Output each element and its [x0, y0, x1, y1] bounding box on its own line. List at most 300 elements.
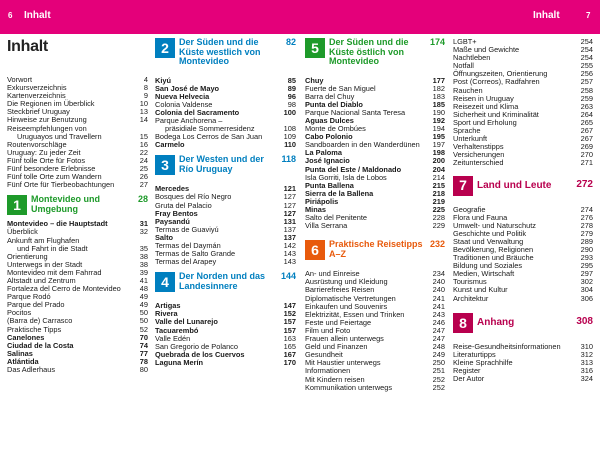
toc-entry[interactable] [155, 258, 296, 266]
toc-entry-page: 70 [139, 332, 148, 342]
toc-entry-page: 49 [139, 300, 148, 310]
toc-entry-page: 229 [432, 221, 445, 231]
toc-entry-page: 192 [432, 115, 445, 125]
toc-entry-page: 35 [139, 243, 148, 253]
toc-entry-page: 157 [283, 325, 296, 335]
section-4-heading[interactable] [155, 272, 296, 292]
toc-entry-page: 74 [139, 340, 148, 350]
toc-entry-title: Verhaltenstipps [453, 142, 504, 152]
toc-entry-page: 121 [283, 184, 296, 194]
toc-entry-page: 228 [432, 213, 445, 223]
toc-entry-title: Sprache [453, 126, 481, 136]
toc-entry[interactable] [453, 54, 593, 62]
toc-entry-title: Vorwort [7, 75, 33, 84]
toc-entry-page: 313 [580, 357, 593, 367]
section-2-page: 82 [285, 37, 296, 47]
toc-entry-title: Ausrüstung und Kleidung [305, 277, 388, 287]
toc-entry-title: Paysandú [155, 216, 190, 226]
toc-entry-title: Zeitunterschied [453, 158, 504, 168]
toc-entry-title: Minas [305, 205, 326, 214]
toc-entry-title: Reiseempfehlungen von [7, 123, 87, 133]
toc-entry-page: 295 [580, 261, 593, 271]
toc-entry-title: Öffnungszeiten, Orientierung [453, 69, 548, 79]
toc-entry-page: 22 [139, 147, 148, 157]
toc-entry-title: Kleine Sprachhilfe [453, 357, 513, 367]
toc-entry-title: Bosques del Río Negro [155, 192, 232, 202]
toc-entry-title: Der Autor [453, 374, 485, 383]
page-title: Inhalt [7, 38, 48, 55]
toc-entry-page: 255 [580, 61, 593, 71]
toc-entry-page: 247 [432, 325, 445, 335]
toc-entry-title: Diplomatische Vertretungen [305, 293, 396, 303]
toc-entry-title: Valle Edén [155, 333, 191, 343]
toc-entry-title: Aguas Dulces [305, 115, 354, 125]
toc-entry-title: Kommunikation unterwegs [305, 382, 393, 392]
section-5-page: 174 [429, 37, 445, 47]
section-7-number: 7 [453, 176, 473, 196]
toc-entry-title: Cabo Polonio [305, 132, 353, 142]
toc-entry[interactable] [155, 141, 296, 149]
toc-entry-page: 49 [139, 292, 148, 302]
toc-entry-title: Bildung und Soziales [453, 261, 523, 271]
section-1-title: Montevideo und Umgebung [31, 194, 100, 214]
toc-entry-title: Kiyú [155, 75, 172, 85]
section-5-title: Der Süden und die Küste östlich von Montevideo [329, 37, 409, 66]
toc-entry-title: Fünf tolle Orte zum Wandern [7, 172, 102, 182]
section-6-list [305, 270, 445, 391]
toc-entry-title: Valle del Lunarejo [155, 317, 218, 327]
section-1-heading[interactable] [7, 195, 148, 215]
toc-entry-title: Architektur [453, 293, 489, 303]
section-8-page: 308 [576, 315, 593, 327]
toc-entry-page: 183 [432, 91, 445, 101]
toc-entry-title: Termas de Guaviyú [155, 224, 219, 234]
toc-entry-page: 304 [580, 285, 593, 295]
toc-entry-page: 241 [432, 293, 445, 303]
toc-entry-title: Reise-Gesundheitsinformationen [453, 341, 561, 351]
toc-entry-page: 234 [432, 269, 445, 279]
toc-entry-page: 254 [580, 37, 593, 46]
toc-entry-page: 263 [580, 101, 593, 111]
toc-entry-page: 312 [580, 349, 593, 359]
toc-entry-title: Quebrada de los Cuervos [155, 349, 245, 359]
toc-entry-page: 4 [143, 75, 148, 84]
left-running-head: Inhalt [24, 10, 51, 21]
toc-entry-title: Altstadt und Zentrum [7, 275, 76, 285]
section-8-list [453, 343, 593, 383]
toc-entry-page: 247 [432, 334, 445, 344]
toc-entry-page: 52 [139, 324, 148, 334]
toc-entry-page: 276 [580, 212, 593, 222]
toc-entry-title: Routenvorschläge [7, 139, 67, 149]
toc-entry-title: Maße und Gewichte [453, 45, 520, 55]
toc-entry-page: 38 [139, 259, 148, 269]
toc-entry-title: Punta del Este / Maldonado [305, 164, 402, 174]
toc-entry-title: Geschichte und Politik [453, 228, 527, 238]
section-2-heading[interactable] [155, 38, 296, 67]
toc-entry-title: Salto del Penitente [305, 213, 368, 223]
section-5-list [305, 77, 445, 231]
toc-entry-title: José Ignacio [305, 156, 350, 166]
toc-entry-page: 252 [432, 374, 445, 384]
toc-entry-page: 271 [580, 158, 593, 168]
toc-entry-page: 127 [283, 200, 296, 210]
toc-entry-page: 256 [580, 69, 593, 79]
toc-entry-title: Bodega Los Cerros de San Juan [155, 132, 263, 142]
toc-entry-title: Flora und Fauna [453, 212, 508, 222]
toc-entry-title: Register [453, 365, 481, 375]
toc-entry-page: 110 [284, 140, 296, 150]
section-6-title: Praktische Reisetipps A–Z [329, 239, 423, 259]
toc-entry-page: 251 [432, 366, 445, 376]
toc-column-4 [453, 38, 593, 383]
toc-entry-page: 32 [139, 227, 148, 237]
toc-entry-page: 306 [580, 293, 593, 303]
toc-entry-title: Feste und Feiertage [305, 317, 372, 327]
toc-entry-title: Termas del Daymán [155, 241, 221, 250]
toc-entry[interactable] [453, 295, 593, 303]
toc-entry-page: 50 [139, 316, 148, 326]
toc-entry-page: 50 [139, 308, 148, 318]
toc-entry-page: 240 [432, 285, 445, 295]
toc-entry-page: 9 [143, 91, 148, 101]
toc-entry-title: Barrierefreies Reisen [305, 285, 375, 295]
toc-entry-page: 85 [287, 75, 296, 85]
toc-entry[interactable] [453, 159, 593, 167]
toc-entry-title: Sicherheit und Kriminalität [453, 109, 539, 119]
toc-entry-title: Medien, Wirtschaft [453, 269, 515, 279]
toc-entry-page: 10 [139, 99, 148, 109]
toc-entry-title: Film und Foto [305, 325, 351, 335]
toc-entry-page: 108 [283, 124, 296, 134]
toc-entry-title: Gruta del Palacio [155, 200, 212, 210]
toc-entry-title: Termas de Salto Grande [155, 249, 236, 259]
section-4-title: Der Norden und das Landesinnere [179, 271, 266, 291]
section-8-heading[interactable] [453, 313, 593, 333]
toc-entry-page: 89 [287, 83, 296, 93]
toc-entry-page: 98 [287, 99, 296, 109]
toc-entry-title: Geografie [453, 204, 486, 214]
toc-entry-page: 24 [139, 155, 148, 165]
toc-entry-page: 143 [283, 249, 296, 259]
toc-entry-title: Unterwegs in der Stadt [7, 259, 83, 269]
toc-entry-page: 258 [580, 85, 593, 95]
toc-entry-page: 243 [432, 309, 445, 319]
toc-entry-page: 15 [139, 131, 148, 141]
toc-entry-page: 127 [283, 208, 296, 218]
toc-entry-page: 265 [580, 117, 593, 127]
toc-entry-page: 137 [283, 232, 296, 242]
toc-column-3 [305, 38, 445, 392]
toc-entry-title: Das Adlerhaus [7, 365, 56, 374]
toc-entry-page: 177 [432, 75, 445, 85]
toc-entry-title: LGBT+ [453, 37, 477, 46]
toc-entry-title: Unterkunft [453, 134, 488, 144]
toc-entry-title: Informationen [305, 366, 351, 376]
section-4-list [155, 302, 296, 367]
section-1-list [7, 220, 148, 374]
toc-entry-title: Tacuarembó [155, 325, 199, 335]
toc-entry-title: Parque Rodó [7, 292, 51, 302]
toc-entry-title: Ankunft am Flughafen [7, 235, 80, 245]
section-3-title: Der Westen und der Río Uruguay [179, 154, 264, 174]
section-4-page: 144 [280, 271, 296, 282]
toc-entry-page: 259 [580, 93, 593, 103]
section-7-page: 272 [576, 178, 593, 190]
toc-entry-title: Mit Haustier unterwegs [305, 358, 381, 368]
toc-entry-page: 16 [139, 139, 148, 149]
toc-entry-page: 157 [283, 317, 296, 327]
toc-entry-page: 190 [432, 107, 445, 117]
toc-entry-page: 274 [580, 204, 593, 214]
toc-entry-page: 152 [283, 309, 296, 319]
toc-entry-title: und Fahrt in die Stadt [17, 243, 88, 253]
toc-entry-page: 289 [580, 236, 593, 246]
toc-entry-title: Canelones [7, 332, 45, 342]
toc-entry-page: 109 [283, 132, 296, 142]
toc-entry-title: Rauchen [453, 85, 483, 95]
toc-entry-title: Fünf tolle Orte für Fotos [7, 155, 86, 165]
toc-entry-page: 77 [139, 348, 148, 358]
toc-entry-title: Exkursverzeichnis [7, 83, 67, 93]
toc-entry-title: (Barra de) Carrasco [7, 316, 73, 326]
toc-entry-title: Ciudad de la Costa [7, 340, 74, 350]
toc-entry-title: Fuerte de San Miguel [305, 83, 376, 93]
toc-entry-page: 250 [432, 358, 445, 368]
intro-list [7, 76, 148, 189]
toc-entry-page: 214 [432, 172, 445, 182]
toc-entry-title: San José de Mayo [155, 83, 220, 93]
section-2-number: 2 [155, 38, 175, 58]
toc-entry-title: Fortaleza del Cerro de Montevideo [7, 284, 121, 294]
toc-entry[interactable] [7, 366, 148, 374]
toc-column-2 [155, 38, 296, 367]
toc-entry-title: Atlántida [7, 356, 39, 366]
section-8-title: Anhang [477, 316, 515, 328]
section-1-number: 1 [7, 195, 27, 215]
toc-entry-title: Montevideo mit dem Fahrrad [7, 267, 102, 277]
section-7-title: Land und Leute [477, 179, 552, 191]
toc-entry[interactable] [305, 384, 445, 392]
toc-entry-title: Sport und Erholung [453, 117, 517, 127]
toc-entry-title: San Gregorio de Polanco [155, 341, 238, 351]
section-6-page: 232 [429, 239, 445, 250]
toc-entry-title: Uruguayos und Travellern [17, 131, 102, 141]
toc-entry-page: 267 [580, 134, 593, 144]
toc-entry-title: Mit Kindern reisen [305, 374, 365, 384]
toc-entry-page: 267 [580, 126, 593, 136]
toc-entry-page: 25 [139, 164, 148, 174]
toc-entry-title: Fünf Orte für Tierbeobachtungen [7, 180, 115, 190]
toc-entry-title: Staat und Verwaltung [453, 236, 524, 246]
toc-entry-page: 198 [432, 148, 445, 158]
toc-entry-page: 163 [283, 333, 296, 343]
section-3-page: 118 [281, 154, 296, 165]
toc-entry-title: präsidiale Sommerresidenz [165, 124, 255, 134]
toc-entry-title: Monte de Ombúes [305, 124, 366, 134]
section-7-heading[interactable] [453, 176, 593, 196]
toc-entry-page: 27 [139, 180, 148, 190]
toc-entry-page: 170 [283, 357, 296, 367]
toc-entry-title: Punta del Diablo [305, 99, 363, 109]
toc-entry-page: 143 [283, 257, 296, 267]
toc-entry-page: 297 [580, 269, 593, 279]
toc-entry-title: Orientierung [7, 251, 48, 261]
toc-entry-page: 246 [432, 317, 445, 327]
toc-entry-title: Tourismus [453, 277, 487, 287]
toc-entry-title: Colonia Valdense [155, 99, 213, 109]
section-6-heading[interactable] [305, 240, 445, 260]
section-3-number: 3 [155, 155, 175, 175]
toc-entry-page: 264 [580, 109, 593, 119]
toc-entry-title: Artigas [155, 301, 181, 311]
toc-entry-title: Kunst und Kultur [453, 285, 508, 295]
toc-entry-page: 100 [283, 107, 296, 117]
toc-entry-title: Fray Bentos [155, 208, 198, 218]
section-1-page: 28 [137, 194, 148, 205]
toc-entry[interactable] [155, 226, 296, 234]
toc-entry-page: 269 [580, 142, 593, 152]
toc-entry-page: 96 [287, 91, 296, 101]
toc-entry-title: Fünf besondere Erlebnisse [7, 164, 96, 174]
toc-entry-page: 252 [432, 382, 445, 392]
toc-entry-title: Isla Gorriti, Isla de Lobos [305, 172, 387, 182]
toc-entry-page: 219 [432, 196, 445, 206]
toc-entry-title: Literaturtipps [453, 349, 496, 359]
toc-entry-page: 248 [432, 342, 445, 352]
toc-entry-title: Nueva Helvecia [155, 91, 210, 101]
toc-entry-page: 241 [432, 301, 445, 311]
toc-entry-page: 254 [580, 45, 593, 55]
toc-entry-title: Salto [155, 232, 174, 242]
toc-entry-title: Praktische Tipps [7, 324, 62, 334]
right-running-head: Inhalt [533, 10, 560, 21]
toc-entry-page: 290 [580, 244, 593, 254]
toc-entry[interactable] [7, 181, 148, 189]
toc-entry-title: Sierra de la Ballena [305, 188, 374, 198]
toc-entry-title: Traditionen und Bräuche [453, 253, 534, 263]
toc-entry-title: Salinas [7, 348, 33, 358]
toc-entry-title: Villa Serrana [305, 221, 348, 231]
toc-entry-page: 278 [580, 220, 593, 230]
toc-entry[interactable] [453, 375, 593, 383]
toc-entry-page: 14 [139, 115, 148, 125]
toc-entry-title: Bevölkerung, Religionen [453, 244, 534, 254]
toc-entry-page: 240 [432, 277, 445, 287]
toc-entry-title: Einkaufen und Souvenirs [305, 301, 388, 311]
toc-entry-page: 185 [432, 99, 445, 109]
toc-entry-page: 200 [432, 156, 445, 166]
toc-entry-title: Mercedes [155, 184, 190, 194]
toc-entry-title: Frauen allein unterwegs [305, 334, 384, 344]
toc-entry-title: Reisen in Uruguay [453, 93, 514, 103]
toc-entry-page: 31 [139, 219, 148, 229]
toc-entry-page: 316 [580, 365, 593, 375]
continued-list [453, 38, 593, 168]
toc-entry-title: Reisezeit und Klima [453, 101, 519, 111]
toc-entry-title: Elektrizität, Essen und Trinken [305, 309, 405, 319]
section-8-number: 8 [453, 313, 473, 333]
toc-entry-page: 80 [139, 365, 148, 374]
toc-entry[interactable] [155, 359, 296, 367]
toc-entry-title: Chuy [305, 75, 324, 85]
section-5-heading[interactable] [305, 38, 445, 67]
toc-entry-page: 195 [432, 132, 445, 142]
toc-entry-page: 48 [139, 284, 148, 294]
toc-entry-page: 324 [580, 374, 593, 383]
toc-entry-page: 38 [139, 251, 148, 261]
toc-entry-title: Geld und Finanzen [305, 342, 368, 352]
toc-entry-title: Kartenverzeichnis [7, 91, 66, 101]
toc-entry-title: Notfall [453, 61, 474, 71]
toc-entry-title: Parque Anchorena – [155, 115, 223, 125]
toc-entry-title: Rivera [155, 309, 178, 319]
right-header-bar [300, 0, 600, 34]
toc-entry-page: 302 [580, 277, 593, 287]
toc-entry-title: Sandboarden in den Wanderdünen [305, 140, 420, 150]
toc-entry-title: Laguna Merín [155, 357, 204, 367]
toc-entry-title: Pocitos [7, 308, 32, 318]
section-2-list [155, 77, 296, 150]
toc-entry-page: 39 [139, 267, 148, 277]
toc-entry-title: Termas del Arapey [155, 257, 217, 267]
left-page-number: 6 [8, 11, 13, 20]
toc-entry-page: 182 [432, 83, 445, 93]
section-5-number: 5 [305, 38, 325, 58]
toc-entry-page: 310 [580, 341, 593, 351]
toc-entry-page: 167 [283, 349, 296, 359]
section-3-list [155, 185, 296, 266]
toc-entry-page: 127 [283, 192, 296, 202]
toc-entry[interactable] [305, 198, 445, 206]
right-page-number: 7 [586, 11, 591, 20]
toc-entry-page: 8 [143, 83, 148, 93]
section-6-number: 6 [305, 240, 325, 260]
section-7-list [453, 206, 593, 303]
toc-entry-page: 41 [139, 275, 148, 285]
toc-entry-title: Colonia del Sacramento [155, 107, 240, 117]
toc-entry-title: Montevideo – die Hauptstadt [7, 219, 108, 229]
toc-entry-title: Piriápolis [305, 196, 339, 206]
toc-entry-page: 197 [432, 140, 445, 150]
section-3-heading[interactable] [155, 155, 296, 175]
toc-entry-title: Die Regionen im Überblick [7, 99, 95, 109]
toc-entry-page: 257 [580, 77, 593, 87]
toc-entry-page: 270 [580, 150, 593, 160]
toc-entry-page: 215 [432, 180, 445, 190]
left-header-bar [0, 0, 300, 34]
toc-entry-page: 204 [432, 164, 445, 174]
toc-entry-page: 225 [432, 205, 445, 214]
toc-entry-title: Punta Ballena [305, 180, 354, 190]
toc-entry[interactable] [305, 222, 445, 230]
toc-entry-title: Hinweise zur Benutzung [7, 115, 87, 125]
toc-entry-title: Gesundheit [305, 350, 343, 360]
toc-entry-title: Carmelo [155, 140, 185, 150]
toc-entry-title: Umwelt- und Naturschutz [453, 220, 536, 230]
toc-entry-page: 26 [139, 172, 148, 182]
section-2-title: Der Süden und die Küste westlich von Montevideo [179, 37, 261, 66]
toc-entry-title: Post (Correos), Radfahren [453, 77, 540, 87]
toc-entry-page: 13 [139, 107, 148, 117]
toc-entry-page: 249 [432, 350, 445, 360]
toc-entry-title: Nachtleben [453, 53, 491, 63]
toc-entry-title: La Paloma [305, 148, 342, 158]
toc-entry-page: 218 [432, 188, 445, 198]
toc-entry-title: Parque del Prado [7, 300, 65, 310]
toc-entry-title: An- und Einreise [305, 269, 360, 279]
toc-entry-page: 293 [580, 253, 593, 263]
